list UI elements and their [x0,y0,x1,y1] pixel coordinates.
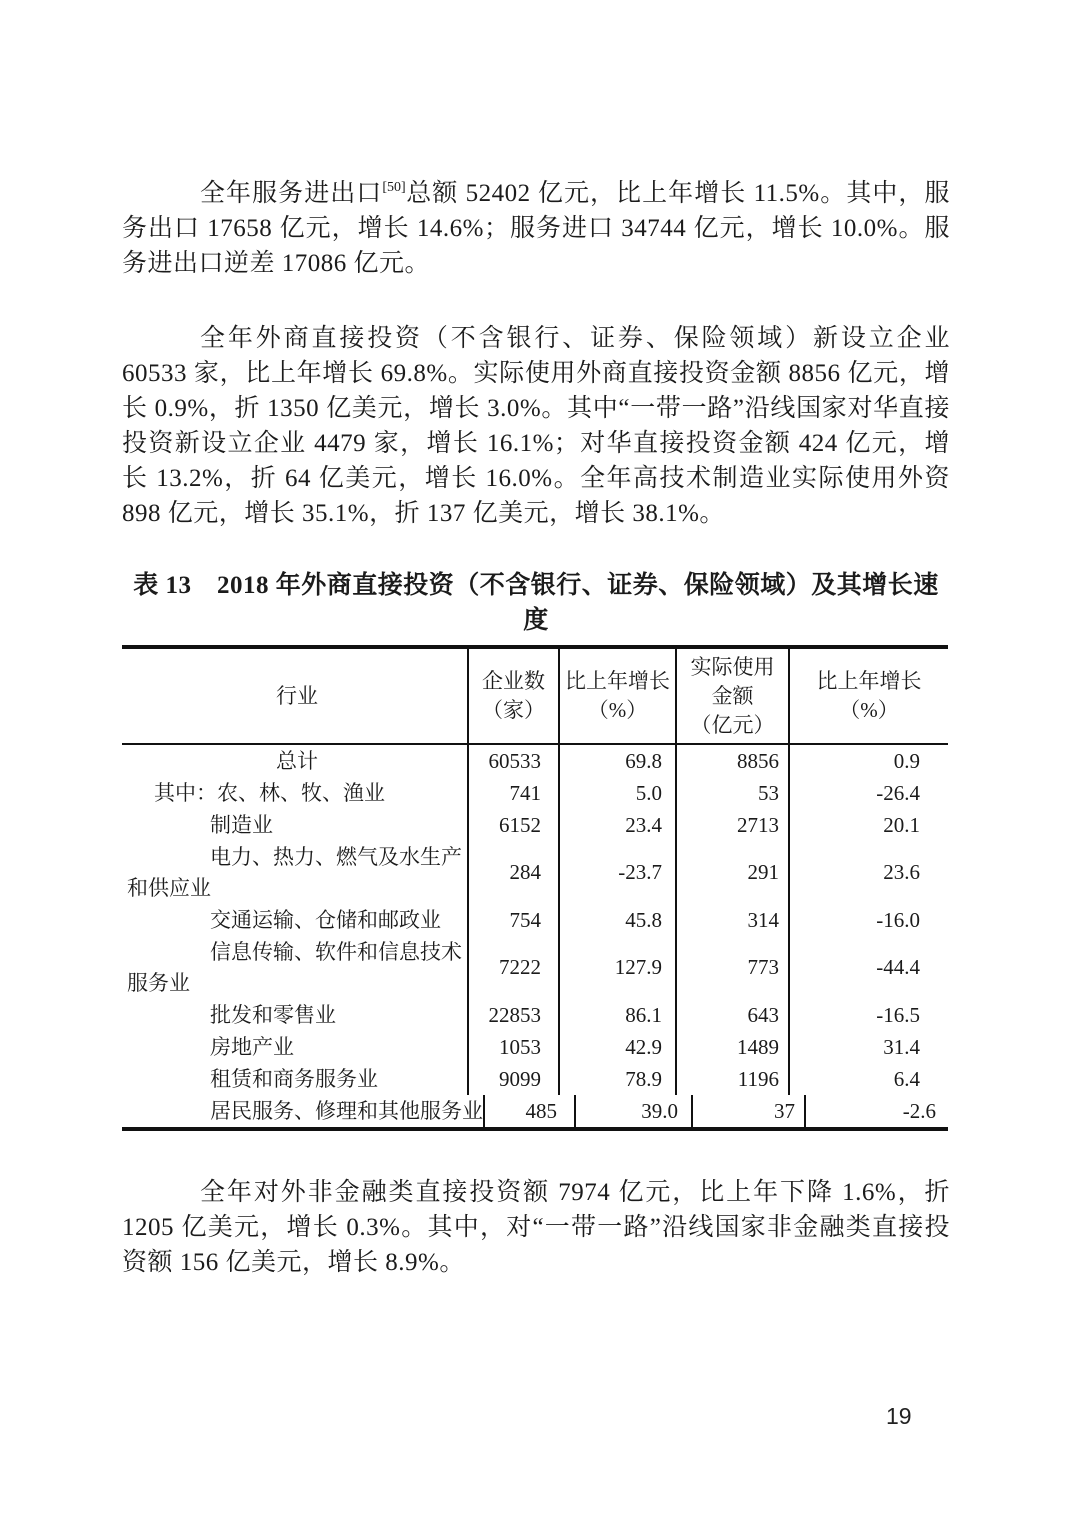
header-cell-industry [122,649,467,743]
table-row [122,936,948,999]
fdi-table [122,645,948,1131]
paragraph-text: 全年服务进出口 [200,180,383,207]
utilized-amount-cell: 314 [675,904,788,936]
amount-growth-cell: 31.4 [788,1031,948,1063]
enterprise-count-cell: 22853 [467,999,558,1031]
growth-rate-cell: -23.7 [558,841,675,904]
enterprise-count-cell: 60533 [467,745,558,777]
header-label: 比上年增长 （%） [565,669,670,722]
industry-cell [122,777,467,809]
enterprise-count-cell: 1053 [467,1031,558,1063]
enterprise-count-cell: 741 [467,777,558,809]
utilized-amount-cell: 53 [675,777,788,809]
table-row [122,904,948,936]
industry-label: 其中：农、林、牧、渔业 [154,780,385,805]
header-cell-utilized-amount [675,649,788,743]
industry-cell [122,904,467,936]
growth-rate-cell: 45.8 [558,904,675,936]
industry-label: 交通运输、仓储和邮政业 [210,907,441,932]
industry-label: 租赁和商务服务业 [210,1066,378,1091]
amount-growth-cell: -2.6 [804,1095,964,1127]
industry-cell [122,1031,467,1063]
paragraph-outbound-investment: 全年对外非金融类直接投资额 7974 亿元，比上年下降 1.6%，折 1205 亿美元，增长 0.3%。其中，对“一带一路”沿线国家非金融类直接投资额 156 亿美元，增长 8.9%。 [122,1179,950,1276]
utilized-amount-cell: 643 [675,999,788,1031]
industry-cell [122,841,467,904]
utilized-amount-cell: 291 [675,841,788,904]
table-row [122,777,948,809]
amount-growth-cell: -16.5 [788,999,948,1031]
paragraph-fdi: 全年外商直接投资（不含银行、证券、保险领域）新设立企业 60533 家，比上年增长 69.8%。实际使用外商直接投资金额 8856 亿元，增长 0.9%，折 1350 亿美元，增长 3.0%。其中“一带一路”沿线国家对华直接投资新设立企业 4479 家，增长 16.1%；对华直接投资金额 424 亿元，增长 13.2%，折 64 亿美元，增长 16.0%。全年高技术制造业实际使用外资 898 亿元，增长 35.1%，折 137 亿美元，增长 38.1%。 [122,325,950,527]
industry-label: 电力、热力、燃气及水生产和供应业 [127,844,462,900]
industry-cell [122,999,467,1031]
industry-cell [122,936,467,999]
amount-growth-cell: -16.0 [788,904,948,936]
table-row [122,1031,948,1063]
utilized-amount-cell: 2713 [675,809,788,841]
table-title: 表 13 2018 年外商直接投资（不含银行、证券、保险领域）及其增长速度 [133,572,939,634]
header-label: 比上年增长 （%） [816,669,922,722]
enterprise-count-cell: 6152 [467,809,558,841]
utilized-amount-cell: 8856 [675,745,788,777]
enterprise-count-cell: 284 [467,841,558,904]
industry-label: 制造业 [210,812,273,837]
paragraph-text: 总额 52402 亿元，比上年增长 11.5%。其中，服务出口 17658 亿元，增长 14.6%；服务进口 34744 亿元，增长 10.0%。服务进出口逆差 17086 亿元。 [122,180,950,277]
utilized-amount-cell: 773 [675,936,788,999]
header-label: 实际使用 金额 （亿元） [690,654,775,737]
amount-growth-cell: 0.9 [788,745,948,777]
utilized-amount-cell: 1489 [675,1031,788,1063]
table-row [122,809,948,841]
industry-cell [122,745,467,777]
paragraph-services-trade [122,176,950,281]
enterprise-count-cell: 754 [467,904,558,936]
growth-rate-cell: 39.0 [574,1095,691,1127]
enterprise-count-cell: 485 [483,1095,574,1127]
industry-label: 居民服务、修理和其他服务业 [210,1098,483,1123]
industry-cell [122,1063,467,1095]
fdi-table-body [122,745,948,1127]
page-number: 19 [886,1403,912,1429]
growth-rate-cell: 23.4 [558,809,675,841]
utilized-amount-cell: 37 [691,1095,804,1127]
growth-rate-cell: 127.9 [558,936,675,999]
amount-growth-cell: 6.4 [788,1063,948,1095]
industry-cell [122,809,467,841]
header-cell-growth-2 [788,649,948,743]
amount-growth-cell: 20.1 [788,809,948,841]
table-row [122,1063,948,1095]
industry-cell [122,1095,483,1127]
growth-rate-cell: 42.9 [558,1031,675,1063]
industry-label: 总计 [276,748,318,773]
growth-rate-cell: 78.9 [558,1063,675,1095]
table-header-row [122,649,948,745]
table-row [122,1095,948,1127]
utilized-amount-cell: 1196 [675,1063,788,1095]
industry-label: 批发和零售业 [210,1002,336,1027]
industry-label: 房地产业 [210,1034,294,1059]
table-row [122,745,948,777]
page-content [122,176,950,1280]
header-label: 企业数 （家） [482,669,545,722]
header-cell-enterprises [467,649,558,743]
header-label: 行业 [276,683,318,708]
header-cell-growth-1 [558,649,675,743]
table-row [122,841,948,904]
enterprise-count-cell: 7222 [467,936,558,999]
enterprise-count-cell: 9099 [467,1063,558,1095]
amount-growth-cell: -26.4 [788,777,948,809]
industry-label: 信息传输、软件和信息技术服务业 [127,939,462,995]
growth-rate-cell: 69.8 [558,745,675,777]
table-row [122,999,948,1031]
amount-growth-cell: 23.6 [788,841,948,904]
growth-rate-cell: 86.1 [558,999,675,1031]
amount-growth-cell: -44.4 [788,936,948,999]
growth-rate-cell: 5.0 [558,777,675,809]
footnote-marker: [50] [382,180,406,195]
